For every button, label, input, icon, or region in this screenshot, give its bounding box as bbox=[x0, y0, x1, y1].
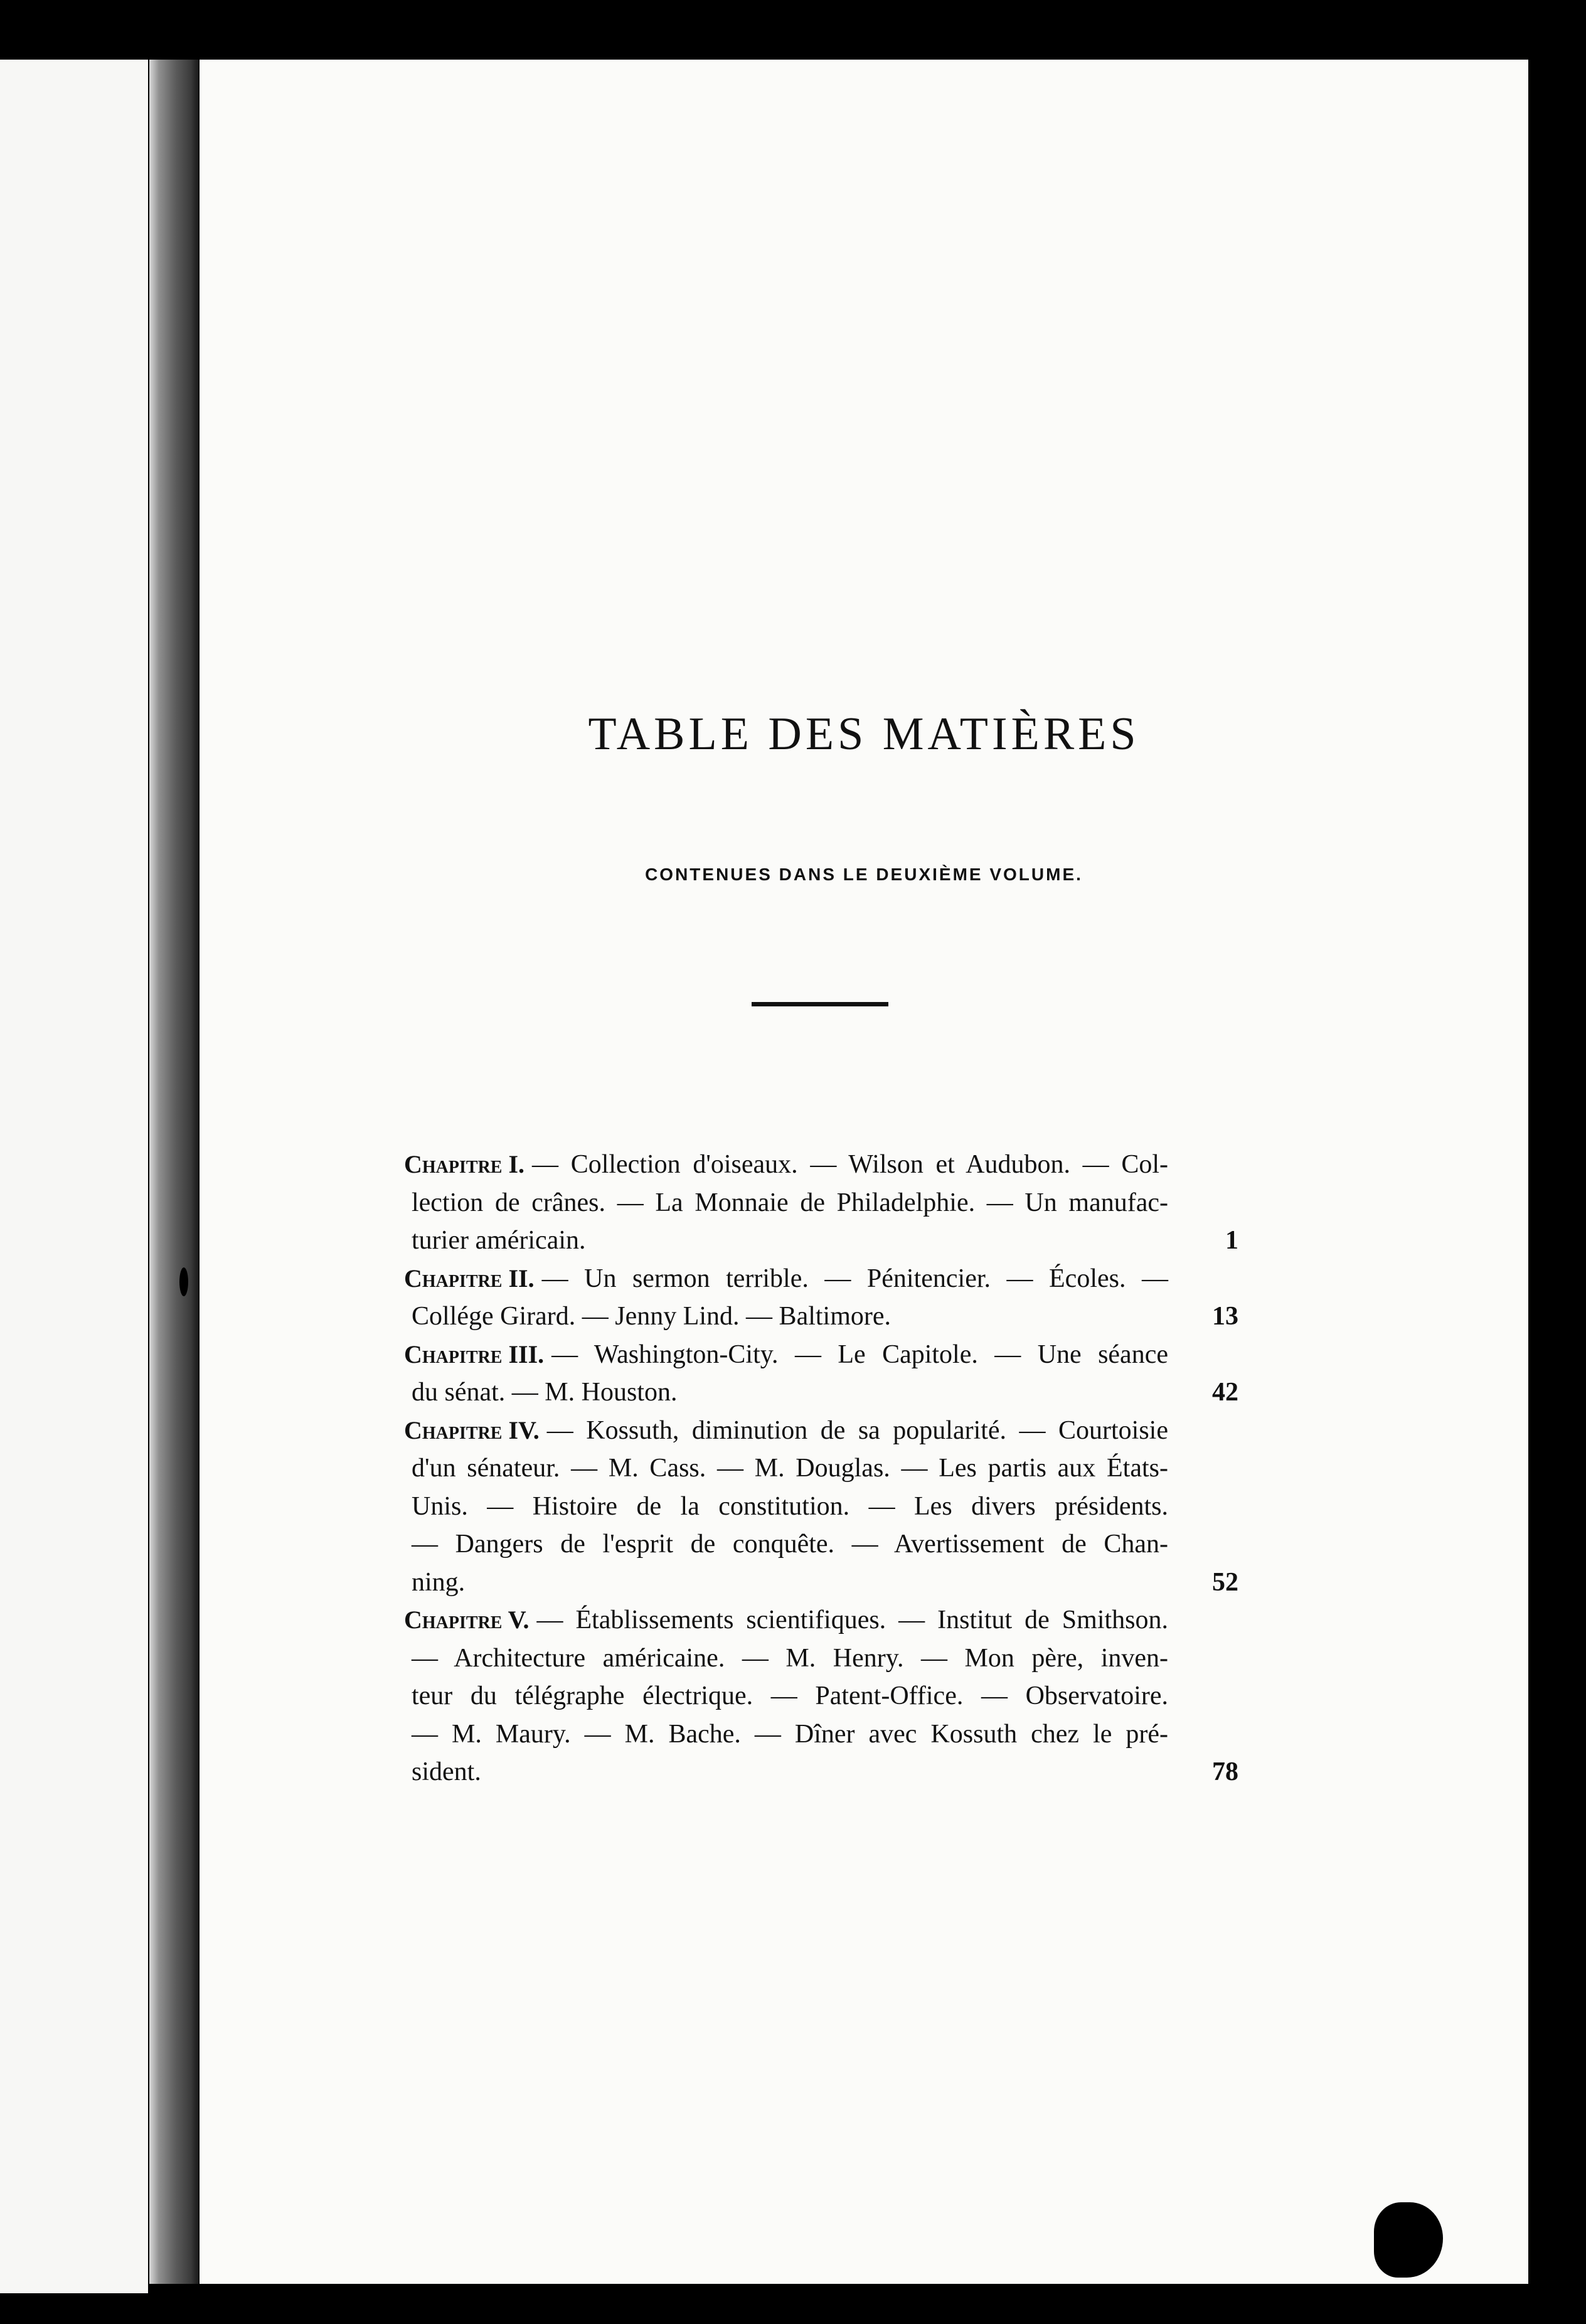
page-number: 42 bbox=[1212, 1378, 1238, 1407]
dust-speck bbox=[351, 19, 370, 44]
toc-line: Unis. — Histoire de la constitution. — Les divers présidents. bbox=[412, 1491, 1168, 1521]
page-number: 52 bbox=[1212, 1567, 1238, 1597]
toc-entry-chapitre-5 bbox=[404, 1601, 1238, 1791]
toc-entry-chapitre-1 bbox=[404, 1146, 1238, 1260]
title-rule bbox=[752, 1002, 888, 1006]
toc-entry-chapitre-3 bbox=[404, 1336, 1238, 1412]
toc-line: d'un sénateur. — M. Cass. — M. Douglas. — Les partis aux États- bbox=[412, 1454, 1168, 1483]
toc-line: — Kossuth, diminution de sa popularité. — Courtoisie bbox=[546, 1415, 1168, 1445]
chapter-label: Chapitre IV. bbox=[404, 1415, 540, 1444]
page-number: 1 bbox=[1225, 1226, 1238, 1255]
toc-line: turier américain. bbox=[412, 1226, 586, 1255]
toc-line: — M. Maury. — M. Bache. — Dîner avec Kossuth chez le pré- bbox=[412, 1719, 1168, 1749]
facing-page-edge bbox=[0, 60, 148, 2293]
toc-line: ning. bbox=[412, 1567, 466, 1597]
chapter-label: Chapitre III. bbox=[404, 1340, 545, 1368]
toc-line: — Washington-City. — Le Capitole. — Une séance bbox=[551, 1340, 1168, 1369]
toc-line: sident. bbox=[412, 1757, 481, 1786]
toc-line: — Dangers de l'esprit de conquête. — Avertissement de Chan- bbox=[412, 1530, 1168, 1559]
toc-line: lection de crânes. — La Monnaie de Philadelphie. — Un manufac- bbox=[412, 1188, 1168, 1217]
book-gutter-shadow bbox=[149, 60, 198, 2284]
toc-line: — Architecture américaine. — M. Henry. — Mon père, inven- bbox=[412, 1643, 1168, 1673]
toc-line: — Collection d'oiseaux. — Wilson et Audubon. — Col- bbox=[532, 1150, 1168, 1179]
toc-entry-chapitre-2 bbox=[404, 1260, 1238, 1336]
chapter-label: Chapitre V. bbox=[404, 1606, 530, 1634]
toc-entry-chapitre-4 bbox=[404, 1412, 1238, 1602]
page-subtitle: CONTENUES DANS LE DEUXIÈME VOLUME. bbox=[645, 865, 1083, 884]
dust-speck bbox=[179, 1267, 188, 1296]
toc-line: du sénat. — M. Houston. bbox=[412, 1378, 678, 1407]
toc-line: — Établissements scientifiques. — Institut de Smithson. bbox=[536, 1606, 1168, 1634]
chapter-label: Chapitre II. bbox=[404, 1264, 535, 1293]
toc-line: Collége Girard. — Jenny Lind. — Baltimore. bbox=[412, 1302, 891, 1331]
chapter-label: Chapitre I. bbox=[404, 1150, 525, 1178]
table-of-contents bbox=[404, 1146, 1238, 1791]
toc-line: teur du télégraphe électrique. — Patent-Office. — Observatoire. bbox=[412, 1682, 1168, 1710]
page-number: 78 bbox=[1212, 1757, 1238, 1786]
page-number: 13 bbox=[1212, 1302, 1238, 1331]
toc-line: — Un sermon terrible. — Pénitencier. — Écoles. — bbox=[541, 1264, 1168, 1293]
page-title: TABLE DES MATIÈRES bbox=[588, 708, 1140, 760]
